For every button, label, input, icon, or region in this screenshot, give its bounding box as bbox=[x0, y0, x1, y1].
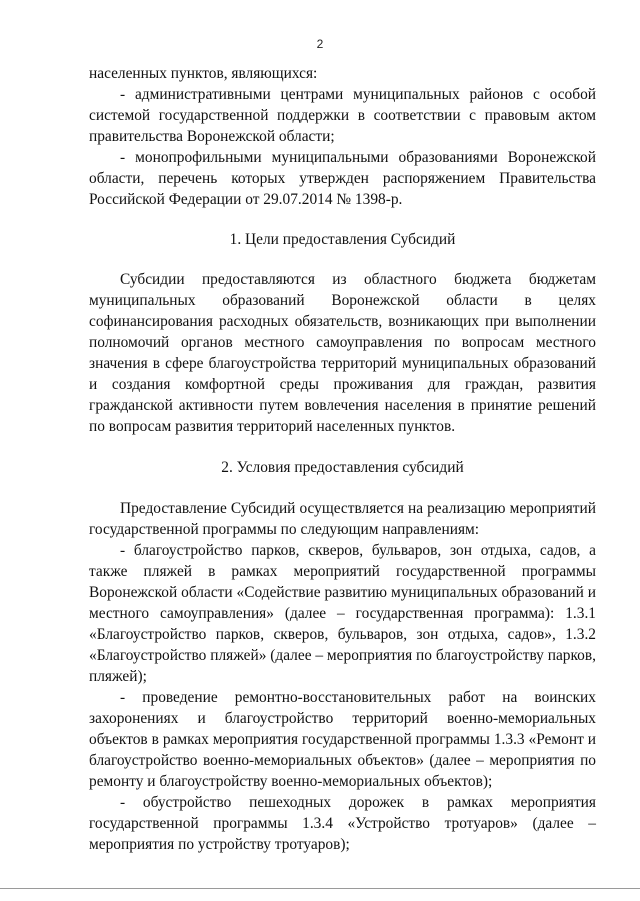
section-heading-goals: 1. Цели предоставления Субсидий bbox=[229, 231, 456, 248]
paragraph-conditions-intro: Предоставление Субсидий осуществляется на реализацию мероприятий государственной программы по следующим направлениям: bbox=[89, 500, 596, 538]
list-item-admin-centers: - административными центрами муниципальных районов с особой системой государственной поддержки в соответствии с правовым актом правительства Воронежской области; bbox=[89, 86, 596, 145]
page-number: 2 bbox=[316, 37, 324, 51]
document-body bbox=[89, 63, 596, 855]
list-item-parks: - благоустройство парков, скверов, бульваров, зон отдыха, садов, а также пляжей в рамках мероприятий государственной программы Воронежской области «Содействие развитию муниципальных образований и местного самоуправления» (далее – государственная программа): 1.3.1 «Благоустройство парков, скверов, бульваров, зон отдыха, садов», 1.3.2 «Благоустройство пляжей» (далее – мероприятия по благоустройству парков, пляжей); bbox=[89, 542, 596, 685]
bottom-scan-edge bbox=[0, 888, 640, 889]
list-item-monoprofile: - монопрофильными муниципальными образованиями Воронежской области, перечень которых утвержден распоряжением Правительства Российской Федерации от 29.07.2014 № 1398-р. bbox=[89, 149, 596, 208]
list-item-memorials: - проведение ремонтно-восстановительных работ на воинских захоронениях и благоустройство территорий военно-мемориальных объектов в рамках мероприятия государственной программы 1.3.3 «Ремонт и благоустройство военно-мемориальных объектов» (далее – мероприятия по ремонту и благоустройству военно-мемориальных объектов); bbox=[89, 689, 596, 790]
section-heading-conditions: 2. Условия предоставления субсидий bbox=[221, 459, 464, 476]
list-item-sidewalks: - обустройство пешеходных дорожек в рамках мероприятия государственной программы 1.3.4 «Устройство тротуаров» (далее – мероприятия по устройству тротуаров); bbox=[89, 794, 596, 853]
paragraph-goals: Субсидии предоставляются из областного бюджета бюджетам муниципальных образований Воронежской области в целях софинансирования расходных обязательств, возникающих при выполнении полномочий органов местного самоуправления по вопросам местного значения в сфере благоустройства территорий муниципальных образований и создания комфортной среды проживания для граждан, развития гражданской активности путем вовлечения населения в принятие решений по вопросам развития территорий населенных пунктов. bbox=[89, 271, 596, 435]
paragraph-continuation: населенных пунктов, являющихся: bbox=[89, 65, 318, 82]
